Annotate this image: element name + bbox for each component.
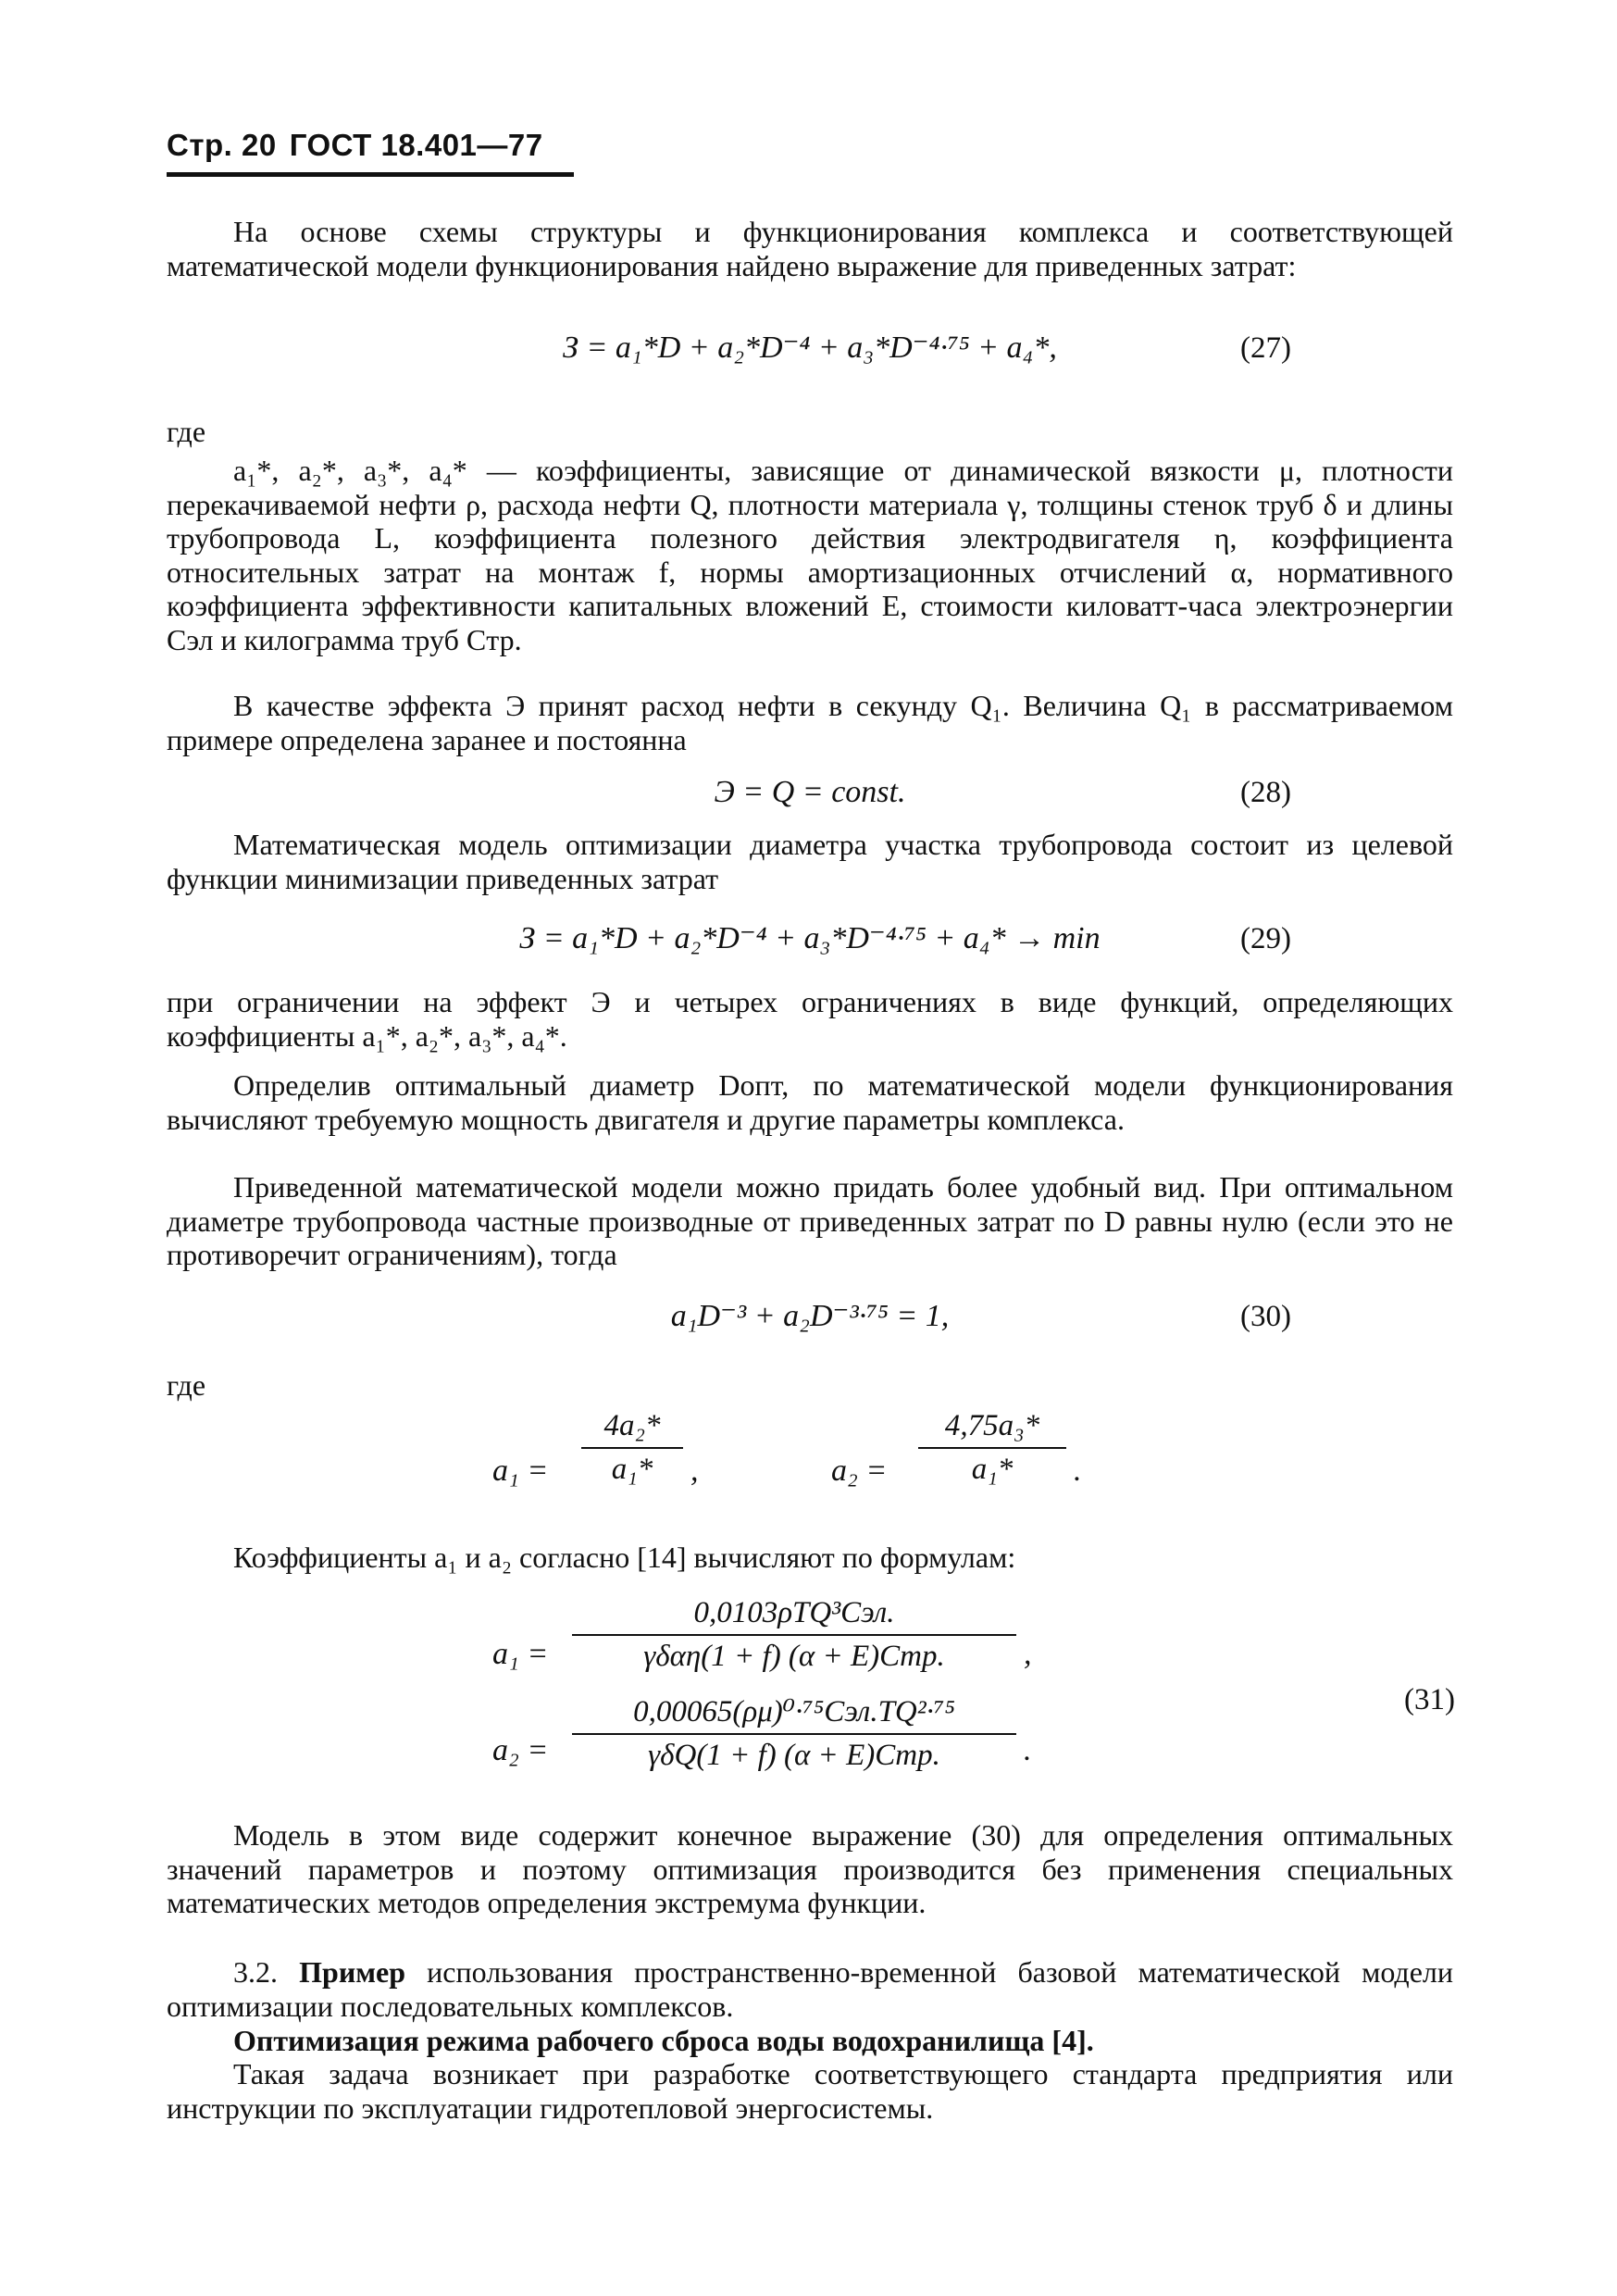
fraction-a1-tail: , [690, 1454, 699, 1488]
equation-31-a1-denominator: γδαη(1 + f) (α + E)Cтр. [643, 1640, 945, 1673]
page-number: Стр. 20 [167, 128, 277, 162]
paragraph-constraints: при ограничении на эффект Э и четырех ограничениях в виде функций, определяющих коэффициенты a₁*, a₂*, a₃*, a₄*. [167, 985, 1453, 1053]
page-header [167, 128, 583, 177]
fraction-a2 [918, 1409, 1066, 1487]
equation-28-body: Э = Q = const. [714, 775, 906, 809]
paragraph-task: Такая задача возникает при разработке соответствующего стандарта предприятия или инструкции по эксплуатации гидротепловой энергосистемы. [167, 2057, 1453, 2125]
equation-28 [167, 772, 1453, 813]
standard-number: ГОСТ 18.401—77 [289, 128, 543, 162]
equation-29-body: З = a₁*D + a₂*D⁻⁴ + a₃*D⁻⁴·⁷⁵ + a₄* → min [519, 921, 1101, 955]
equation-28-number: (28) [1240, 776, 1291, 809]
fraction-a2-lhs: a₂ = [831, 1454, 888, 1488]
paragraph-formulas-intro: Коэффициенты a₁ и a₂ согласно [14] вычисляют по формулам: [233, 1541, 1016, 1574]
fraction-a1-lhs: a₁ = [492, 1454, 549, 1488]
fraction-a2-numerator: 4,75a₃* [944, 1409, 1040, 1442]
equation-31-a2-lhs: a₂ = [492, 1733, 549, 1767]
paragraph-effect: В качестве эффекта Э принят расход нефти в секунду Q₁. Величина Q₁ в рассматриваемом примере определена заранее и постоянна [167, 689, 1453, 756]
equation-31-a2-numerator: 0,00065(ρμ)⁰·⁷⁵Cэл.TQ²·⁷⁵ [633, 1695, 955, 1728]
equation-29 [167, 918, 1453, 959]
fraction-a1-denominator: a₁* [611, 1453, 653, 1486]
equation-30 [167, 1296, 1453, 1337]
paragraph-coefficients: a₁*, a₂*, a₃*, a₄* — коэффициенты, зависящие от динамической вязкости μ, плотности перекачиваемой нефти ρ, расхода нефти Q, плотности материала γ, толщины стенок труб δ и длины трубопровода L, коэффициента полезного действия электродвигателя η, коэффициента относительных затрат на монтаж f, нормы амортизационных отчислений α, нормативного коэффициента эффективности капитальных вложений E, стоимости киловатт-часа электроэнергии Cэл и килограмма труб Cтр. [167, 454, 1453, 656]
equation-31-number: (31) [1404, 1683, 1455, 1716]
equation-30-number: (30) [1240, 1300, 1291, 1333]
where-label-1: где [167, 415, 206, 448]
equation-31-a1-tail: , [1024, 1637, 1032, 1671]
paragraph-example-3-2 [167, 1955, 1453, 2023]
equation-31-a2-denominator: γδQ(1 + f) (α + E)Cтр. [648, 1739, 940, 1772]
equation-27 [167, 328, 1453, 368]
equation-27-number: (27) [1240, 331, 1291, 365]
example-text: использования пространственно-временной базовой математической модели оптимизации последовательных комплексов. [167, 1955, 1454, 2023]
paragraph-convenient-form: Приведенной математической модели можно придать более удобный вид. При оптимальном диаметре трубопровода частные производные от приведенных затрат по D равны нулю (если это не противоречит ограничениям), тогда [167, 1170, 1453, 1271]
equation-31-a2-tail: . [1024, 1733, 1032, 1767]
section-number: 3.2. [233, 1955, 278, 1989]
subheading-reservoir: Оптимизация режима рабочего сброса воды водохранилища [4]. [233, 2024, 1094, 2057]
fraction-a1-numerator: 4a₂* [603, 1409, 661, 1442]
fraction-a2-tail: . [1074, 1454, 1082, 1488]
equation-27-body: З = a₁*D + a₂*D⁻⁴ + a₃*D⁻⁴·⁷⁵ + a₄*, [563, 331, 1057, 365]
fraction-a2-denominator: a₁* [971, 1453, 1014, 1486]
header-rule [167, 172, 574, 177]
example-label: Пример [299, 1955, 406, 1989]
paragraph-optimal-diameter: Определив оптимальный диаметр Dопт, по математической модели функционирования вычисляют требуемую мощность двигателя и другие параметры комплекса. [167, 1068, 1453, 1136]
where-label-2: где [167, 1368, 206, 1402]
fraction-a1 [581, 1409, 683, 1487]
paragraph-intro: На основе схемы структуры и функционирования комплекса и соответствующей математической модели функционирования найдено выражение для приведенных затрат: [167, 215, 1453, 282]
paragraph-conclusion: Модель в этом виде содержит конечное выражение (30) для определения оптимальных значений параметров и поэтому оптимизация производится без применения специальных математических методов определения экстремума функции. [167, 1818, 1453, 1919]
equation-31-a1-lhs: a₁ = [492, 1637, 549, 1671]
equation-31-a1 [572, 1596, 1016, 1674]
paragraph-model: Математическая модель оптимизации диаметра участка трубопровода состоит из целевой функции минимизации приведенных затрат [167, 828, 1453, 895]
equation-30-body: a₁D⁻³ + a₂D⁻³·⁷⁵ = 1, [670, 1299, 950, 1333]
equation-31-a1-numerator: 0,0103ρTQ³Cэл. [693, 1596, 895, 1629]
equation-29-number: (29) [1240, 922, 1291, 955]
equation-31-a2 [572, 1692, 1016, 1773]
